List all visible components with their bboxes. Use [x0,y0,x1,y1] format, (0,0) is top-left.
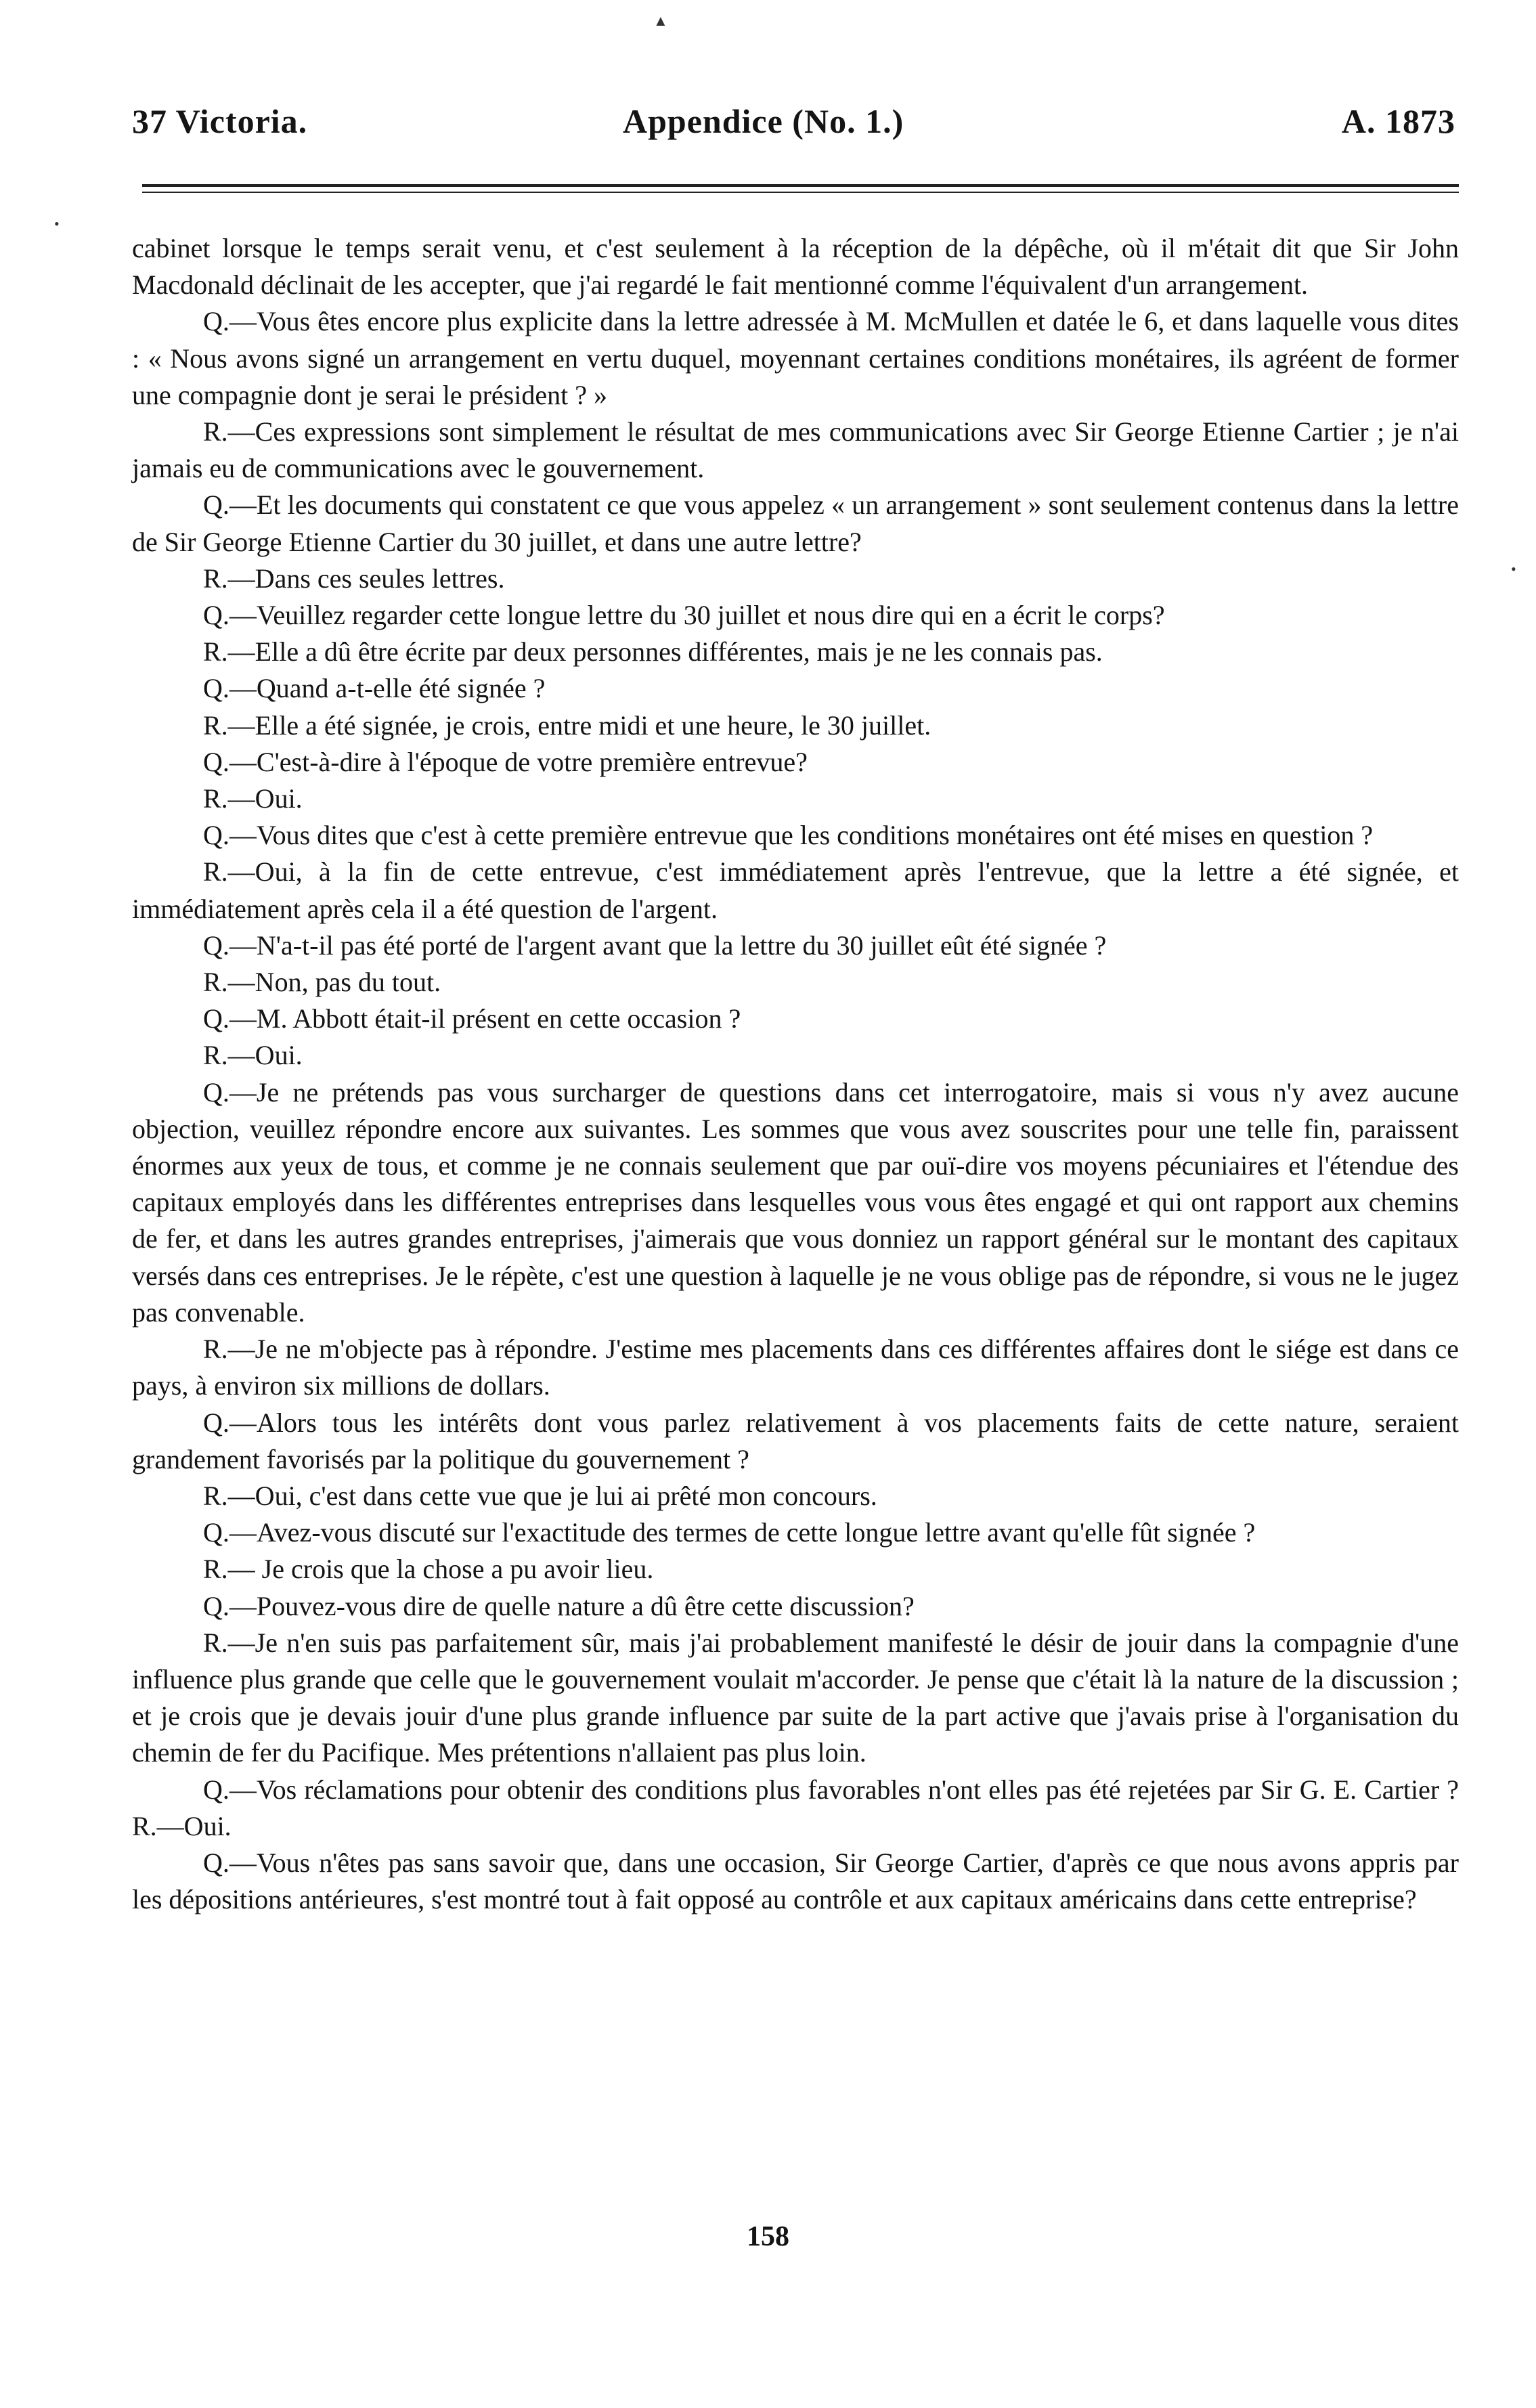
paragraph: R.— Je crois que la chose a pu avoir lieu. [203,1554,654,1585]
paragraph: Q.—Quand a-t-elle été signée ? [203,673,546,704]
paragraph: R.—Elle a dû être écrite par deux personnes différentes, mais je ne les connais pas. [203,636,1103,667]
header-rule [142,184,1459,187]
print-speck: ▲ [653,12,668,29]
paragraph: R.—Oui. [203,783,303,814]
paragraph: Q.—Pouvez-vous dire de quelle nature a dû être cette discussion? [203,1590,915,1621]
paragraph: Q.—Avez-vous discuté sur l'exactitude des termes de cette longue lettre avant qu'elle fût signée ? [203,1517,1256,1548]
paragraph: Q.—M. Abbott était-il présent en cette occasion ? [203,1003,741,1034]
page-number: 158 [747,2221,789,2252]
paragraph: R.—Non, pas du tout. [203,967,441,998]
paragraph: Q.—Veuillez regarder cette longue lettre du 30 juillet et nous dire qui en a écrit le corps? [203,600,1165,631]
paragraph: R.—Oui, à la fin de cette entrevue, c'est immédiatement après l'entrevue, que la lettre a été signée, et immédiatement après cela il a été question de l'argent. [132,856,1459,924]
running-header [132,102,1455,149]
print-speck: • [54,215,60,232]
header-title: Appendice (No. 1.) [623,102,904,140]
testimony-text [132,230,1459,1918]
paragraph: Q.—Vous dites que c'est à cette première entrevue que les conditions monétaires ont été mises en question ? [203,820,1374,851]
paragraph: R.—Dans ces seules lettres. [203,563,505,594]
header-year: A. 1873 [1341,102,1455,140]
paragraph: Q.—C'est-à-dire à l'époque de votre première entrevue? [203,746,808,777]
paragraph: Q.—Je ne prétends pas vous surcharger de questions dans cet interrogatoire, mais si vous n'y avez aucune objection, veuillez répondre encore aux suivantes. Les sommes que vous avez souscrites pour une telle fin, paraissent énormes aux yeux de tous, et comme je ne connais seulement que par ouï-dire vos moyens pécuniaires et l'étendue des capitaux employés dans les différentes entreprises dans lesquelles vous vous êtes engagé et qui ont rapport aux chemins de fer, et dans les autres grandes entreprises, j'aimerais que vous donniez un rapport général sur le montant des capitaux versés dans ces entreprises. Je le répète, c'est une question à laquelle je ne vous oblige pas de répondre, si vous ne le jugez pas convenable. [132,1076,1459,1328]
paragraph: R.—Oui, c'est dans cette vue que je lui ai prêté mon concours. [203,1480,877,1511]
paragraph: R.—Ces expressions sont simplement le résultat de mes communications avec Sir George Etienne Cartier ; je n'ai jamais eu de communications avec le gouvernement. [132,416,1459,484]
paragraph: Q.—Vous n'êtes pas sans savoir que, dans une occasion, Sir George Cartier, d'après ce que nous avons appris par les dépositions antérieures, s'est montré tout à fait opposé au contrôle et aux capitaux américains dans cette entreprise? [132,1847,1459,1915]
paragraph: R.—Oui. [203,1040,303,1071]
paragraph: Q.—Vos réclamations pour obtenir des conditions plus favorables n'ont elles pas été rejetées par Sir G. E. Cartier ? R.—Oui. [132,1774,1459,1841]
paragraph: Q.—Alors tous les intérêts dont vous parlez relativement à vos placements faits de cette nature, seraient grandement favorisés par la politique du gouvernement ? [132,1407,1459,1474]
paragraph: R.—Je n'en suis pas parfaitement sûr, mais j'ai probablement manifesté le désir de jouir dans la compagnie d'une influence plus grande que celle que le gouvernement voulait m'accorder. Je pense que c'était là la nature de la discussion ; et je crois que je devais jouir d'une plus grande influence par suite de la part active que j'avais prise à l'organisation du chemin de fer du Pacifique. Mes prétentions n'allaient pas plus loin. [132,1627,1459,1768]
header-session: 37 Victoria. [132,102,308,140]
print-speck: • [1511,561,1516,577]
paragraph: Q.—N'a-t-il pas été porté de l'argent avant que la lettre du 30 juillet eût été signée ? [203,929,1107,961]
paragraph: Q.—Vous êtes encore plus explicite dans la lettre adressée à M. McMullen et datée le 6, et dans laquelle vous dites : « Nous avons signé un arrangement en vertu duquel, moyennant certaines conditions monétaires, ils agréent de former une compagnie dont je serai le président ? » [132,306,1459,410]
paragraph: R.—Je ne m'objecte pas à répondre. J'estime mes placements dans ces différentes affaires dont le siége est dans ce pays, à environ six millions de dollars. [132,1334,1459,1401]
paragraph: Q.—Et les documents qui constatent ce que vous appelez « un arrangement » sont seulement contenus dans la lettre de Sir George Etienne Cartier du 30 juillet, et dans une autre lettre? [132,489,1459,557]
paragraph: cabinet lorsque le temps serait venu, et c'est seulement à la réception de la dépêche, où il m'était dit que Sir John Macdonald déclinait de les accepter, que j'ai regardé le fait mentionné comme l'équivalent d'un arrangement. [132,233,1459,301]
header-rule-thin [142,192,1459,193]
paragraph: R.—Elle a été signée, je crois, entre midi et une heure, le 30 juillet. [203,709,931,741]
